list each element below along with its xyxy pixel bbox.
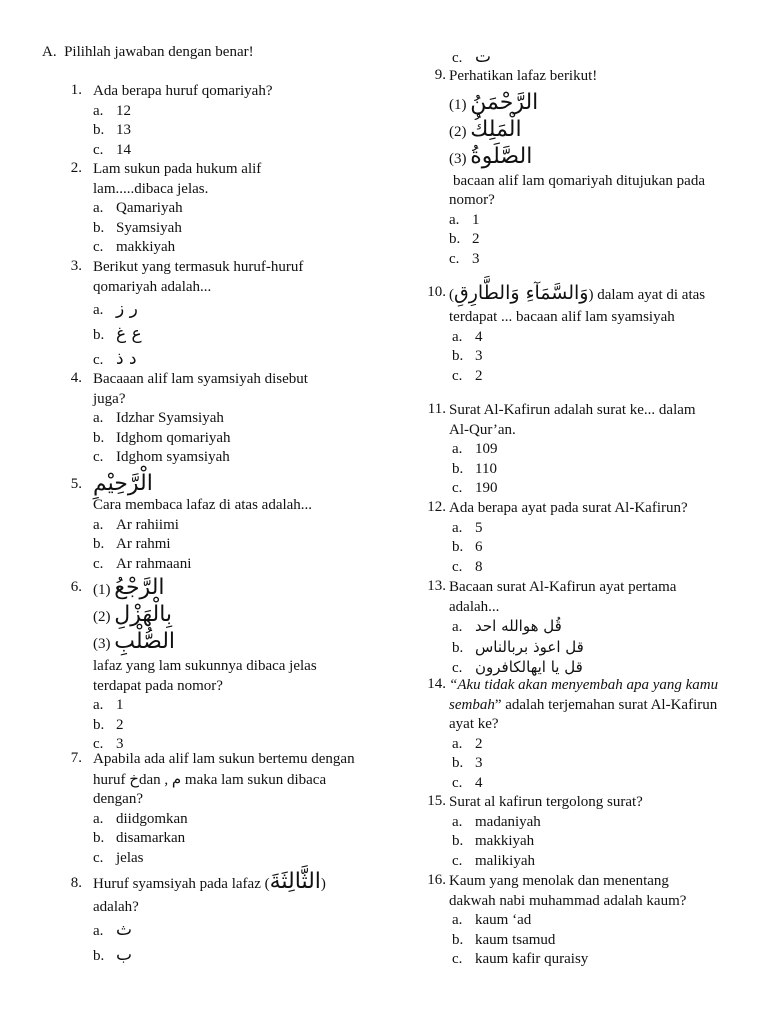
option-text: 109: [475, 441, 498, 457]
option-c[interactable]: [93, 849, 372, 869]
option-letter: b.: [93, 219, 105, 236]
question-13: [424, 578, 724, 679]
option-text: 4: [475, 328, 483, 345]
arabic-word: الْمَلِكُ: [470, 116, 522, 142]
question-1: [42, 82, 372, 160]
option-letter: a.: [93, 697, 104, 713]
option-text: Ar rahmaani: [116, 555, 192, 572]
option-c[interactable]: [452, 479, 724, 499]
arabic-letter: م: [171, 769, 182, 788]
question-number: 13.: [427, 578, 446, 594]
question-12: [424, 499, 724, 577]
option-c[interactable]: [449, 250, 724, 270]
section-title: Pilihlah jawaban dengan benar!: [64, 44, 254, 60]
question-text: [449, 676, 719, 735]
question-text: Ada berapa ayat pada surat Al-Kafirun?: [449, 500, 688, 516]
question-number: 4.: [70, 370, 82, 386]
options: [452, 519, 724, 578]
option-letter: c.: [449, 250, 460, 267]
option-letter: b.: [93, 536, 105, 552]
option-text: Syamsiyah: [116, 219, 182, 236]
question-arabic-line: [93, 472, 372, 496]
option-c[interactable]: [452, 774, 724, 794]
option-letter: a.: [449, 211, 460, 228]
option-letter: a.: [452, 813, 463, 830]
option-text: 2: [116, 716, 124, 733]
question-text: lafaz yang lam sukunnya dibaca jelas terdapat pada nomor?: [93, 658, 317, 694]
option-text: madaniyah: [475, 813, 541, 830]
option-text: kaum ‘ad: [475, 912, 532, 928]
question-number: 3.: [70, 258, 82, 274]
option-letter: a.: [452, 912, 463, 928]
options: [93, 297, 372, 372]
option-letter: b.: [93, 122, 105, 138]
question-text: Berikut yang termasuk huruf-huruf qomariyah adalah...: [93, 259, 304, 295]
question-4: [42, 370, 372, 468]
question-6: [42, 576, 372, 755]
question-9: [424, 67, 724, 269]
arabic-word: الرَّحْمَنُ: [470, 89, 539, 115]
option-letter: b.: [452, 833, 464, 849]
option-text: malikiyah: [475, 852, 535, 869]
question-number: 12.: [427, 499, 446, 515]
option-b[interactable]: [452, 460, 724, 480]
lafaz-item-3: [449, 145, 724, 172]
lafaz-item-3: [93, 630, 372, 657]
options: [93, 918, 372, 968]
option-a[interactable]: [93, 810, 372, 830]
option-c[interactable]: [93, 347, 372, 372]
option-text: Idghom syamsiyah: [116, 449, 230, 465]
option-a[interactable]: [452, 813, 724, 833]
option-letter: b.: [452, 639, 464, 656]
option-text: jelas: [116, 849, 144, 866]
option-letter: b.: [452, 539, 464, 555]
option-text: kaum tsamud: [475, 931, 556, 948]
option-text: Idzhar Syamsiyah: [116, 410, 224, 426]
option-c[interactable]: [93, 141, 372, 161]
option-text: Ar rahiimi: [116, 516, 179, 533]
arabic-word: الصُّلْبِ: [114, 629, 176, 654]
option-arabic: قل يا ايهالكافرون: [475, 658, 583, 676]
option-arabic: ع غ: [116, 324, 142, 344]
section-letter: A.: [42, 44, 57, 60]
question-number: 10.: [427, 284, 446, 300]
option-b[interactable]: [93, 943, 372, 968]
option-letter: a.: [93, 922, 104, 939]
item-number: (2): [93, 609, 111, 625]
option-letter: b.: [93, 830, 105, 846]
option-c[interactable]: [93, 555, 372, 575]
option-letter: a.: [452, 328, 463, 345]
item-number: (3): [449, 150, 467, 167]
option-b[interactable]: [93, 829, 372, 849]
text-part: ) dalam ayat di atas terdapat ... bacaan alif lam syamsiyah: [449, 287, 706, 325]
question-10: [424, 280, 724, 386]
question-text: Bacaan surat Al-Kafirun ayat pertama adalah...: [449, 579, 677, 615]
option-letter: c.: [93, 555, 104, 572]
option-text: 12: [116, 102, 131, 119]
option-a[interactable]: [93, 516, 372, 536]
option-letter: a.: [93, 410, 104, 426]
text-part: maka lam sukun dibaca dengan?: [93, 771, 327, 807]
text-part: Apabila ada alif lam sukun bertemu dengan huruf: [93, 751, 355, 788]
option-a[interactable]: [93, 297, 372, 322]
option-text: 110: [475, 460, 497, 477]
option-a[interactable]: [452, 617, 724, 638]
quote-text: “Aku tidak akan menyembah apa yang kamu sembah: [449, 677, 719, 713]
option-a[interactable]: [93, 696, 372, 716]
option-letter: b.: [93, 327, 105, 343]
option-b[interactable]: [93, 219, 372, 239]
option-letter: a.: [452, 519, 463, 536]
option-text: 3: [472, 250, 480, 267]
option-b[interactable]: [452, 638, 724, 659]
question-text-after: bacaan alif lam qomariyah ditujukan pada nomor?: [449, 172, 705, 208]
option-letter: a.: [93, 302, 104, 318]
option-text: 2: [475, 735, 483, 752]
lafaz-item-2: [449, 118, 724, 145]
option-a[interactable]: [452, 911, 724, 931]
option-b[interactable]: [93, 322, 372, 347]
option-letter: b.: [452, 348, 464, 364]
option-text: 1: [472, 211, 480, 228]
lafaz-item-1: [449, 91, 724, 118]
question-text: Huruf syamsiyah pada lafaz (الثَّالِثَةَ): [93, 869, 326, 894]
question-number: 5.: [70, 476, 82, 492]
question-number: 9.: [434, 67, 446, 83]
option-text: kaum kafir quraisy: [475, 951, 589, 967]
option-text: disamarkan: [116, 830, 186, 846]
option-text: 3: [116, 736, 124, 752]
option-arabic: ب: [116, 944, 133, 965]
option-text: 6: [475, 539, 483, 555]
option-a[interactable]: [93, 918, 372, 943]
option-letter: c.: [93, 352, 104, 368]
question-text: [93, 750, 363, 810]
option-letter: c.: [93, 849, 104, 866]
text-part: (: [449, 287, 454, 303]
option-c[interactable]: [93, 448, 372, 468]
option-letter: a.: [93, 102, 104, 119]
arabic-word: الصَّلَوةُ: [470, 143, 533, 169]
question-8: [42, 870, 372, 968]
options: [93, 516, 372, 575]
text-part: dan ,: [138, 771, 169, 788]
question-number: 1.: [70, 82, 82, 98]
option-c[interactable]: [93, 238, 372, 258]
question-text: Perhatikan lafaz berikut!: [449, 68, 598, 84]
option-text: Qamariyah: [116, 200, 183, 216]
arabic-word: بِالْهَزْلِ: [114, 602, 173, 627]
option-c[interactable]: [452, 46, 724, 69]
option-letter: b.: [93, 716, 105, 733]
arabic-word: الرَّجْعُ: [114, 575, 165, 600]
option-b[interactable]: [93, 121, 372, 141]
question-15: [424, 793, 724, 871]
lafaz-item-2: [93, 603, 372, 630]
option-a[interactable]: [452, 735, 724, 755]
question-7: [42, 750, 372, 868]
option-a[interactable]: [93, 409, 372, 429]
option-arabic: ت: [475, 47, 492, 67]
options: [449, 211, 724, 270]
question-number: 14.: [427, 676, 446, 692]
option-letter: a.: [93, 810, 104, 827]
options: [452, 46, 724, 69]
option-text: makkiyah: [116, 239, 176, 255]
question-number: 11.: [427, 401, 446, 417]
option-text: 3: [475, 755, 483, 771]
question-text: Ada berapa huruf qomariyah?: [93, 83, 273, 99]
option-b[interactable]: [93, 429, 372, 449]
options: [452, 328, 724, 387]
question-number: 6.: [70, 579, 82, 595]
question-number: 15.: [427, 793, 446, 809]
option-letter: c.: [452, 951, 463, 967]
option-text: 4: [475, 774, 483, 791]
option-letter: a.: [93, 200, 104, 216]
option-a[interactable]: [452, 440, 724, 460]
option-arabic: ث: [116, 919, 133, 940]
option-text: diidgomkan: [116, 810, 188, 827]
option-c[interactable]: [452, 367, 724, 387]
option-b[interactable]: [452, 754, 724, 774]
question-8-continued: [424, 46, 724, 69]
option-letter: b.: [93, 429, 105, 446]
option-letter: c.: [452, 367, 463, 384]
item-number: (2): [449, 123, 467, 140]
option-letter: a.: [452, 441, 463, 457]
option-letter: b.: [452, 755, 464, 771]
option-letter: c.: [452, 852, 463, 869]
option-text: 190: [475, 480, 498, 496]
question-11: [424, 401, 724, 499]
option-letter: c.: [452, 480, 463, 496]
item-number: (1): [449, 96, 467, 113]
option-c[interactable]: [452, 558, 724, 578]
option-letter: b.: [449, 231, 461, 247]
question-number: 7.: [70, 750, 82, 766]
option-letter: c.: [93, 239, 104, 255]
options: [452, 617, 724, 679]
option-b[interactable]: [452, 931, 724, 951]
option-letter: a.: [452, 619, 463, 635]
options: [93, 696, 372, 755]
option-letter: c.: [93, 141, 104, 158]
option-text: 3: [475, 348, 483, 364]
text-part: Huruf syamsiyah pada lafaz (: [93, 876, 270, 892]
option-letter: b.: [93, 947, 105, 964]
question-text-cont: adalah?: [93, 899, 139, 915]
option-b[interactable]: [449, 230, 724, 250]
question-16: [424, 872, 724, 970]
options: [93, 810, 372, 869]
section-heading: [42, 44, 254, 61]
question-text: Surat Al-Kafirun adalah surat ke... dalam Al-Qur’an.: [449, 402, 696, 438]
option-letter: c.: [93, 449, 104, 465]
options: [93, 102, 372, 161]
question-2: [42, 160, 372, 258]
option-text: 2: [472, 231, 480, 247]
arabic-letter: خ: [129, 769, 139, 788]
item-number: (3): [93, 636, 111, 652]
lafaz-item-1: [93, 576, 372, 603]
option-text: 5: [475, 519, 483, 536]
option-text: 8: [475, 558, 483, 575]
option-b[interactable]: [93, 716, 372, 736]
option-letter: a.: [452, 735, 463, 752]
option-a[interactable]: [449, 211, 724, 231]
option-letter: c.: [452, 774, 463, 791]
option-arabic: د ذ: [116, 349, 137, 369]
option-letter: a.: [93, 516, 104, 533]
question-text: [449, 280, 709, 328]
options: [93, 409, 372, 468]
option-c[interactable]: [452, 852, 724, 872]
option-a[interactable]: [93, 102, 372, 122]
question-number: 16.: [427, 872, 446, 888]
option-text: 13: [116, 122, 131, 138]
option-letter: c.: [452, 558, 463, 575]
question-5: [42, 472, 372, 574]
option-letter: c.: [452, 50, 463, 66]
option-text: Ar rahmi: [116, 536, 171, 552]
options: [452, 813, 724, 872]
option-arabic: ر ز: [116, 299, 138, 319]
question-text: Lam sukun pada hukum alif lam.....dibaca jelas.: [93, 161, 262, 197]
arabic-phrase: وَالسَّمَآءِ وَالطَّارِقِ: [454, 282, 589, 304]
item-number: (1): [93, 582, 111, 598]
question-text: Cara membaca lafaz di atas adalah...: [93, 497, 313, 513]
option-text: 1: [116, 697, 124, 713]
arabic-word: الْرَّحِيْمِ: [93, 471, 153, 496]
question-text: Kaum yang menolak dan menentang dakwah nabi muhammad adalah kaum?: [449, 873, 687, 909]
option-text: 2: [475, 367, 483, 384]
question-text: Bacaaan alif lam syamsiyah disebut juga?: [93, 371, 308, 407]
option-c[interactable]: [452, 950, 724, 970]
question-3: [42, 258, 372, 372]
option-a[interactable]: [452, 328, 724, 348]
option-arabic: قل اعوذ بربالناس: [475, 637, 584, 656]
arabic-word: الثَّالِثَةَ: [269, 869, 321, 894]
options: [452, 440, 724, 499]
question-number: 2.: [70, 160, 82, 176]
options: [452, 911, 724, 970]
question-14: [424, 676, 724, 793]
option-letter: c.: [93, 736, 104, 752]
option-letter: b.: [452, 931, 464, 948]
options: [93, 199, 372, 258]
option-a[interactable]: [452, 519, 724, 539]
option-b[interactable]: [93, 535, 372, 555]
option-letter: b.: [452, 460, 464, 477]
option-b[interactable]: [452, 832, 724, 852]
options: [452, 735, 724, 794]
option-text: makkiyah: [475, 833, 535, 849]
option-a[interactable]: [93, 199, 372, 219]
option-b[interactable]: [452, 538, 724, 558]
question-number: 8.: [70, 875, 82, 891]
option-text: Idghom qomariyah: [116, 429, 231, 446]
option-arabic: قُل هوالله احد: [475, 617, 562, 635]
text-part: ” adalah terjemahan surat Al-Kafirun ayat ke?: [449, 696, 718, 732]
option-letter: c.: [452, 660, 463, 676]
option-b[interactable]: [452, 347, 724, 367]
question-text: Surat al kafirun tergolong surat?: [449, 794, 643, 810]
option-text: 14: [116, 141, 131, 158]
